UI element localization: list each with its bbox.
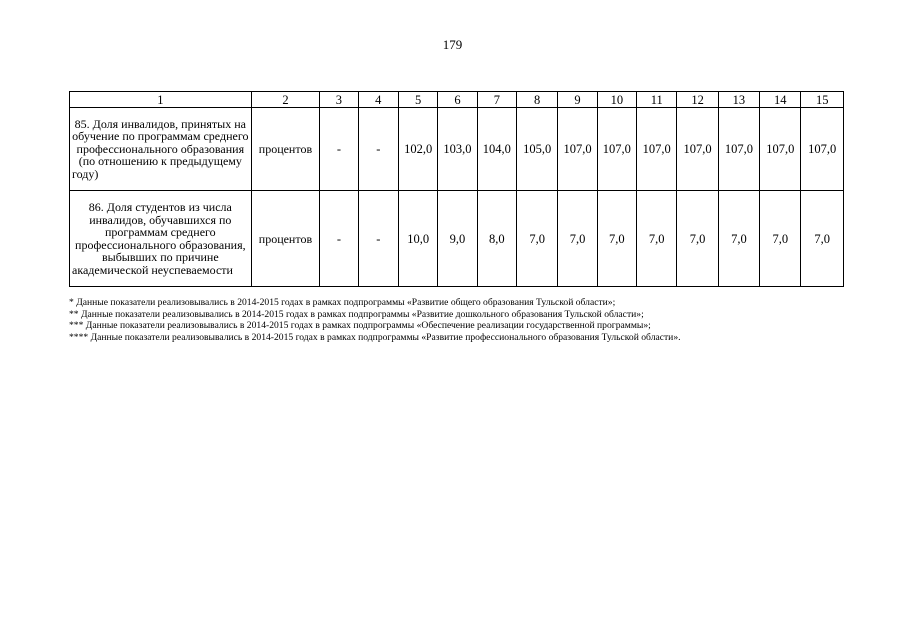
value-cell: - bbox=[358, 191, 398, 287]
footnote: ** Данные показатели реализовывались в 2014-2015 годах в рамках подпрограммы «Развитие дошкольного образования Тульской области»; bbox=[69, 308, 644, 320]
header-row bbox=[70, 92, 844, 108]
column-header: 3 bbox=[320, 92, 358, 108]
value-cell: 7,0 bbox=[597, 191, 636, 287]
value-cell: 105,0 bbox=[516, 108, 557, 191]
column-header: 12 bbox=[677, 92, 718, 108]
value-cell: 103,0 bbox=[438, 108, 477, 191]
value-cell: 7,0 bbox=[760, 191, 801, 287]
value-cell: 107,0 bbox=[677, 108, 718, 191]
value-cell: 7,0 bbox=[558, 191, 597, 287]
value-cell: 8,0 bbox=[477, 191, 516, 287]
value-cell: 107,0 bbox=[760, 108, 801, 191]
footnote: **** Данные показатели реализовывались в 2014-2015 годах в рамках подпрограммы «Развитие профессионального образования Тульской области». bbox=[69, 331, 681, 343]
column-header: 14 bbox=[760, 92, 801, 108]
column-header: 15 bbox=[801, 92, 844, 108]
value-cell: 7,0 bbox=[677, 191, 718, 287]
value-cell: 9,0 bbox=[438, 191, 477, 287]
value-cell: - bbox=[320, 191, 358, 287]
value-cell: 107,0 bbox=[597, 108, 636, 191]
table-row bbox=[70, 191, 844, 287]
value-cell: 10,0 bbox=[398, 191, 437, 287]
page-number: 179 bbox=[442, 37, 463, 52]
value-cell: - bbox=[320, 108, 358, 191]
value-cell: - bbox=[358, 108, 398, 191]
value-cell: 104,0 bbox=[477, 108, 516, 191]
footnote: * Данные показатели реализовывались в 2014-2015 годах в рамках подпрограммы «Развитие общего образования Тульской области»; bbox=[69, 297, 616, 308]
column-header: 11 bbox=[637, 92, 677, 108]
value-cell: 107,0 bbox=[637, 108, 677, 191]
value-cell: 107,0 bbox=[558, 108, 597, 191]
footnotes bbox=[69, 297, 869, 343]
indicator-name: 86. Доля студентов из числа инвалидов, обучавшихся по программам среднего профессионального образования, выбывших по причине академической неуспеваемости bbox=[70, 191, 252, 287]
footnote: *** Данные показатели реализовывались в 2014-2015 годах в рамках подпрограммы «Обеспечение реализации государственной программы»; bbox=[69, 320, 651, 331]
unit-cell: процентов bbox=[251, 108, 320, 191]
value-cell: 102,0 bbox=[398, 108, 437, 191]
value-cell: 107,0 bbox=[718, 108, 759, 191]
column-header: 4 bbox=[358, 92, 398, 108]
column-header: 10 bbox=[597, 92, 636, 108]
column-header: 5 bbox=[398, 92, 437, 108]
table-row bbox=[70, 108, 844, 191]
column-header: 13 bbox=[718, 92, 759, 108]
value-cell: 107,0 bbox=[801, 108, 844, 191]
unit-cell: процентов bbox=[251, 191, 320, 287]
value-cell: 7,0 bbox=[801, 191, 844, 287]
indicators-table bbox=[69, 91, 844, 287]
value-cell: 7,0 bbox=[718, 191, 759, 287]
value-cell: 7,0 bbox=[637, 191, 677, 287]
column-header: 9 bbox=[558, 92, 597, 108]
value-cell: 7,0 bbox=[516, 191, 557, 287]
column-header: 2 bbox=[251, 92, 320, 108]
column-header: 8 bbox=[516, 92, 557, 108]
column-header: 1 bbox=[70, 92, 252, 108]
column-header: 7 bbox=[477, 92, 516, 108]
indicator-name: 85. Доля инвалидов, принятых на обучение по программам среднего профессионального образования (по отношению к предыдущему году) bbox=[70, 108, 252, 191]
column-header: 6 bbox=[438, 92, 477, 108]
